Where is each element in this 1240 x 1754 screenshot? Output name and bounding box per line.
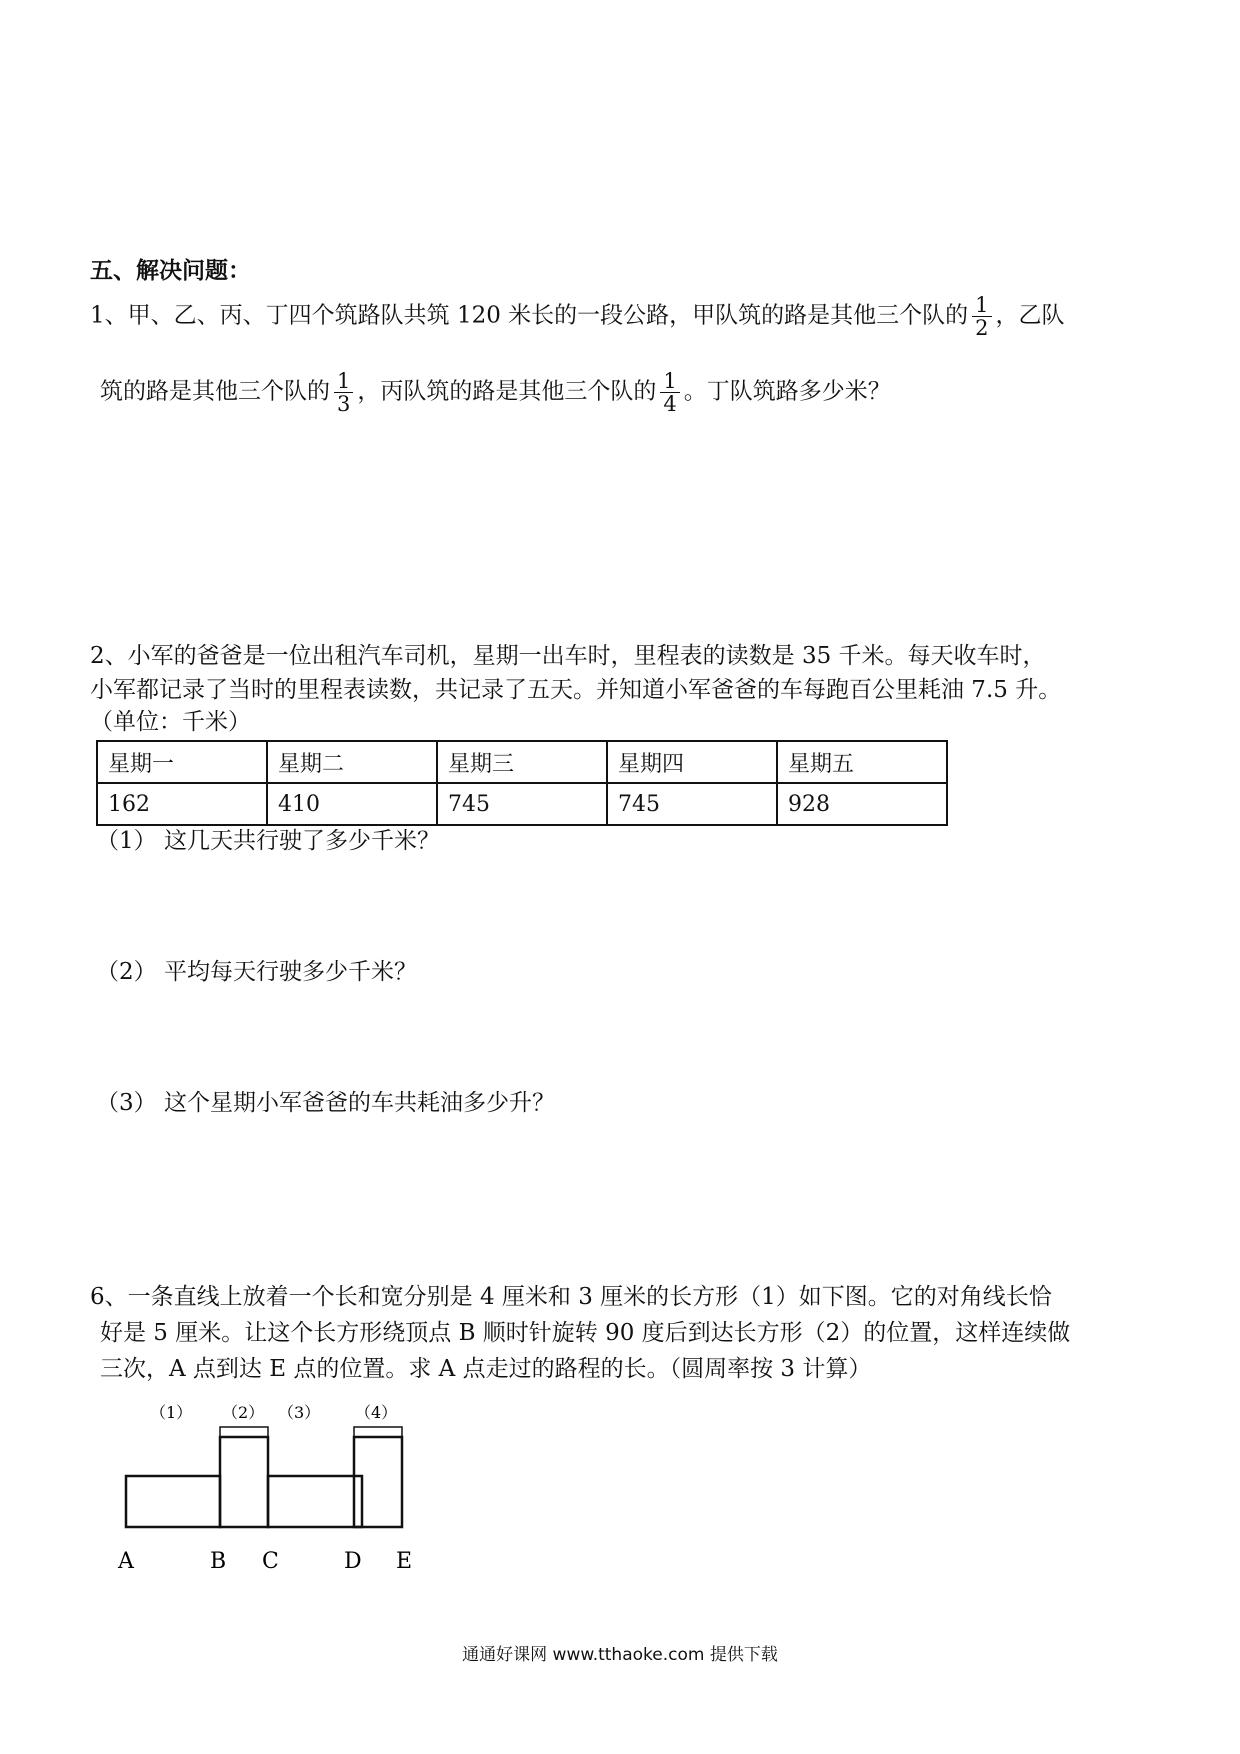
table-cell: 星期三 xyxy=(437,741,607,783)
rectangle-2 xyxy=(220,1437,268,1527)
point-label-e: E xyxy=(396,1549,413,1574)
q6-line-1: 6、一条直线上放着一个长和宽分别是 4 厘米和 3 厘米的长方形（1）如下图。它的对角线长恰 xyxy=(90,1284,1052,1310)
rectangle-3 xyxy=(268,1476,362,1527)
q6-line-3: 三次，A 点到达 E 点的位置。求 A 点走过的路程的长。（圆周率按 3 计算） xyxy=(100,1356,872,1382)
q1-line-2-tail: 。丁队筑路多少米？ xyxy=(683,378,891,405)
table-cell: 星期一 xyxy=(97,741,267,783)
rectangle-1 xyxy=(126,1476,220,1527)
fraction-one-third: $\frac{1}{3}$ xyxy=(334,370,353,415)
table-cell: 162 xyxy=(97,783,267,825)
q2-sub-question-1: （1） 这几天共行驶了多少千米？ xyxy=(96,828,440,854)
q1-line-1-text: 1、甲、乙、丙、丁四个筑路队共筑 120 米长的一段公路，甲队筑的路是其他三个队的 xyxy=(90,302,969,329)
rotation-diagram xyxy=(110,1400,430,1575)
bracket-4 xyxy=(354,1427,402,1437)
point-label-a: A xyxy=(118,1549,134,1574)
rect-label-3: （3） xyxy=(278,1403,321,1422)
footer-credit: 通通好课网 www.tthaoke.com 提供下载 xyxy=(462,1645,778,1665)
q1-line-2-mid: ，丙队筑的路是其他三个队的 xyxy=(357,378,657,405)
table-header-row xyxy=(97,741,947,783)
table-cell: 星期四 xyxy=(607,741,777,783)
q2-sub-question-3: （3） 这个星期小军爸爸的车共耗油多少升？ xyxy=(96,1090,555,1116)
section-title: 五、解决问题： xyxy=(90,257,251,284)
fraction-one-half: $\frac{1}{2}$ xyxy=(972,294,991,339)
odometer-table xyxy=(96,740,948,826)
q2-line-1: 2、小军的爸爸是一位出租汽车司机，星期一出车时，里程表的读数是 35 千米。每天收车时， xyxy=(90,643,1046,669)
q1-line-1 xyxy=(90,294,1065,339)
table-cell: 星期五 xyxy=(777,741,947,783)
table-cell: 745 xyxy=(607,783,777,825)
q2-sub-question-2: （2） 平均每天行驶多少千米？ xyxy=(96,959,417,985)
point-label-d: D xyxy=(344,1549,362,1574)
point-label-c: C xyxy=(262,1549,279,1574)
table-cell: 星期二 xyxy=(267,741,437,783)
q1-line-1-tail: ，乙队 xyxy=(995,302,1065,329)
q6-line-2: 好是 5 厘米。让这个长方形绕顶点 B 顺时针旋转 90 度后到达长方形（2）的位置，这样连续做 xyxy=(100,1320,1071,1346)
table-row xyxy=(97,783,947,825)
q1-line-2 xyxy=(100,370,891,415)
bracket-2 xyxy=(220,1427,268,1437)
q1-line-2-text: 筑的路是其他三个队的 xyxy=(100,378,330,405)
table-cell: 745 xyxy=(437,783,607,825)
rect-label-1: （1） xyxy=(150,1403,193,1422)
table-cell: 410 xyxy=(267,783,437,825)
rect-label-4: （4） xyxy=(355,1403,398,1422)
q2-line-2: 小军都记录了当时的里程表读数，共记录了五天。并知道小军爸爸的车每跑百公里耗油 7.5 升。 xyxy=(90,677,1062,703)
point-label-b: B xyxy=(210,1549,227,1574)
q2-line-3: （单位：千米） xyxy=(90,709,251,735)
fraction-one-quarter: $\frac{1}{4}$ xyxy=(660,370,679,415)
rect-label-2: （2） xyxy=(222,1403,265,1422)
table-cell: 928 xyxy=(777,783,947,825)
